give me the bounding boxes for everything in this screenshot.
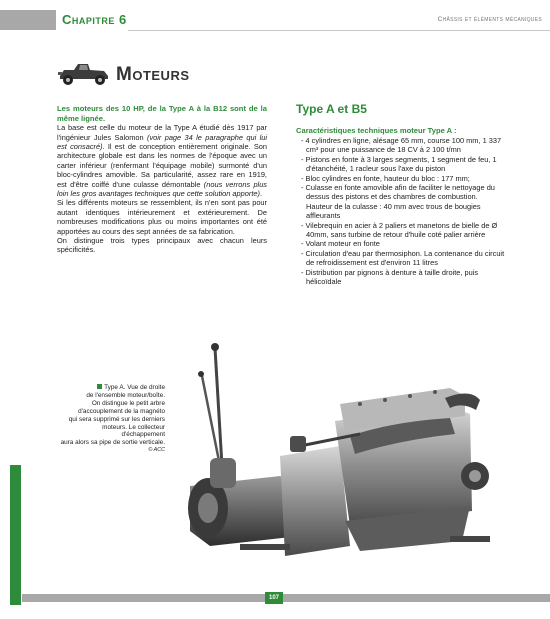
- left-column: [57, 104, 267, 255]
- caption-line: qui sera supprimé sur les derniers: [68, 415, 165, 423]
- text-run: . Il est de conception entièrement originale. Son architecture globale est dans les normes de l'époque avec un carter inférieur (renfermant l'équipage mobile) surmonté d'un bloc-cylindres amovible. Sa particularité, assez rare en 1919, est d'être coiffé d'une culasse démontable: [57, 142, 267, 189]
- body-paragraph-3: On distingue trois types principaux avec chacun leurs spécificités.: [57, 236, 267, 255]
- body-paragraph-1: [57, 123, 267, 198]
- lead-paragraph: Les moteurs des 10 HP, de la Type A à la B12 sont de la même lignée.: [57, 104, 267, 123]
- section-title: Châssis et éléments mécaniques: [437, 16, 542, 23]
- caption-line: [57, 384, 165, 392]
- spec-item: - 4 cylindres en ligne, alésage 65 mm, course 100 mm, 1 337 cm³ pour une puissance de 18 CV à 2 100 t/mn: [301, 136, 502, 155]
- spec-item: - Circulation d'eau par thermosiphon. La contenance du circuit de refroidissement est d'environ 11 litres: [301, 248, 505, 268]
- header-rule: [128, 30, 550, 31]
- engine-photo: [150, 336, 500, 576]
- right-column: [296, 102, 506, 287]
- specs-list: [296, 136, 506, 287]
- text-run: .: [259, 189, 263, 199]
- text-run-italic: (nous verrons plus loin les gros avantages techniques que cette solution apporte): [57, 179, 267, 199]
- specs-heading: Caractéristiques techniques moteur Type A :: [296, 126, 457, 135]
- body-paragraph-2: Si les différents moteurs se ressemblent, ils n'en sont pas pour autant identiques intérieurement et extérieurement. De nombreuses modifications plus ou moins importantes ont été apportées au cours des sept années de sa fabrication.: [57, 198, 267, 236]
- section-heading: Type A et B5: [296, 102, 367, 116]
- caption-marker: [97, 384, 102, 389]
- caption-line: On distingue le petit arbre: [91, 399, 165, 407]
- text-run-italic: (voir page 34 le paragraphe qui lui est consacré): [57, 132, 268, 151]
- spec-item: - Bloc cylindres en fonte, hauteur du bloc : 177 mm;: [301, 173, 470, 183]
- header-grey-tab: [0, 10, 56, 30]
- vintage-car-icon: [54, 58, 112, 88]
- spec-item: - Distribution par pignons à denture à taille droite, puis hélicoïdale: [301, 267, 479, 287]
- caption-line: aura alors sa pipe de sortie verticale.: [60, 439, 165, 447]
- spec-item: - Vilebrequin en acier à 2 paliers et manetons de bielle de Ø 40mm, sans turbine de retour d'huile coté palier arrière: [301, 220, 498, 240]
- photo-credit: © ACC: [148, 447, 165, 454]
- title-block: [54, 58, 190, 90]
- chapter-title: Chapitre 6: [62, 12, 127, 27]
- text-run: La base est celle du moteur de la Type A étudié dès 1917 par l'ingénieur Jules Salomon: [57, 123, 267, 142]
- caption-line: moteurs. Le collecteur d'échappement: [102, 423, 165, 439]
- green-margin-bar: [10, 465, 21, 605]
- spec-item: - Culasse en fonte amovible afin de faciliter le nettoyage du dessus des pistons et des chambres de combustion. Hauteur de la culasse : 40 mm avec trous de bougies affleurants: [301, 183, 495, 221]
- page-number: 107: [265, 592, 283, 604]
- photo-caption: [57, 384, 165, 455]
- spec-item: - Pistons en fonte à 3 larges segments, 1 segment de feu, 1 d'étanchéité, 1 racleur sous l'axe du piston: [301, 154, 497, 174]
- footer-bar: [22, 594, 550, 602]
- caption-text: Type A. Vue de droite: [104, 384, 165, 391]
- spec-item: - Volant moteur en fonte: [301, 239, 380, 249]
- caption-line: d'accouplement de la magnéto: [78, 407, 165, 415]
- caption-line: de l'ensemble moteur/boîte.: [86, 391, 165, 399]
- page-header: [0, 0, 550, 44]
- page-title: Moteurs: [116, 64, 190, 85]
